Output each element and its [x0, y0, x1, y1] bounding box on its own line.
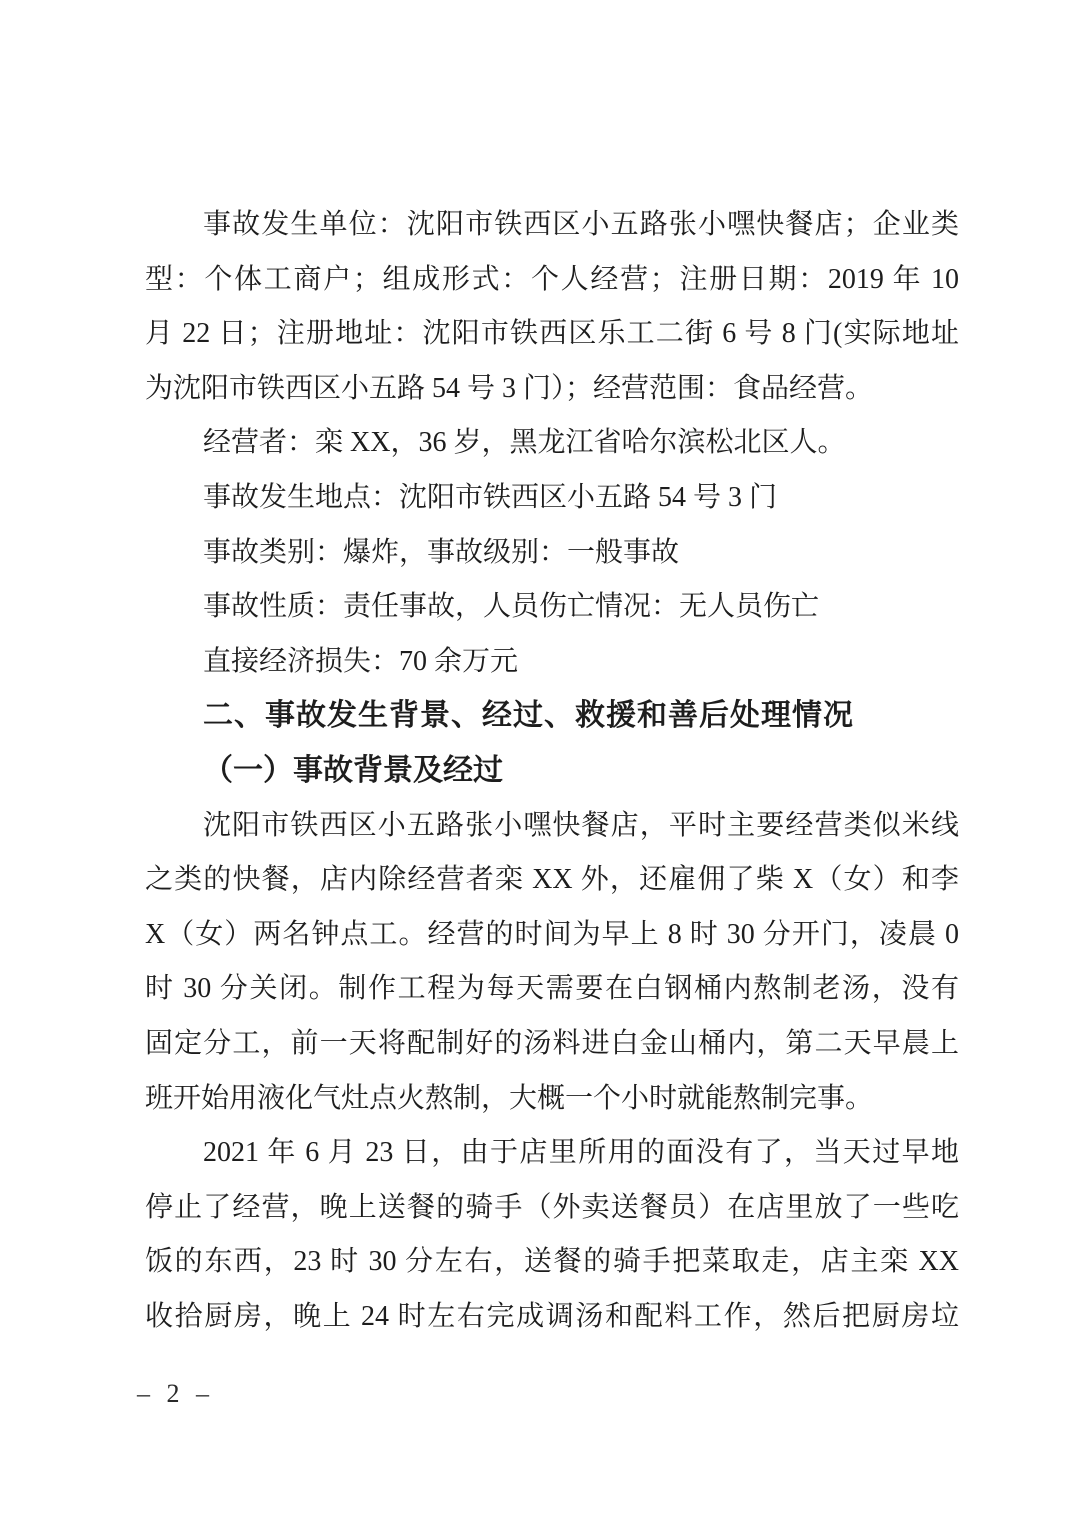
unit-info-line: 为沈阳市铁西区小五路 54 号 3 门）；经营范围：食品经营。 — [145, 372, 874, 404]
subsection-heading: （一）事故背景及经过 — [203, 753, 503, 787]
location-line: 事故发生地点：沈阳市铁西区小五路 54 号 3 门 — [203, 481, 778, 513]
background-line: X（女）两名钟点工。经营的时间为早上 8 时 30 分开门，凌晨 0 — [145, 918, 959, 950]
incident-line: 饭的东西，23 时 30 分左右，送餐的骑手把菜取走，店主栾 XX — [145, 1246, 959, 1278]
background-line: 固定分工，前一天将配制好的汤料进白金山桶内，第二天早晨上 — [145, 1027, 959, 1059]
category-line: 事故类别：爆炸，事故级别：一般事故 — [203, 536, 680, 568]
background-line: 时 30 分关闭。制作工程为每天需要在白钢桶内熬制老汤，没有 — [145, 973, 959, 1005]
background-line: 沈阳市铁西区小五路张小嘿快餐店，平时主要经营类似米线 — [203, 809, 959, 841]
economic-loss-line: 直接经济损失：70 余万元 — [203, 645, 519, 677]
unit-info-paragraph — [145, 198, 959, 416]
background-line: 班开始用液化气灶点火熬制，大概一个小时就能熬制完事。 — [145, 1082, 874, 1114]
operator-line: 经营者：栾 XX，36 岁，黑龙江省哈尔滨松北区人。 — [203, 427, 846, 459]
nature-line: 事故性质：责任事故，人员伤亡情况：无人员伤亡 — [203, 591, 820, 623]
background-line: 之类的快餐，店内除经营者栾 XX 外，还雇佣了柴 X（女）和李 — [145, 864, 959, 896]
unit-info-line: 型：个体工商户；组成形式：个人经营；注册日期：2019 年 10 — [145, 263, 959, 295]
unit-info-line: 月 22 日；注册地址：沈阳市铁西区乐工二街 6 号 8 门(实际地址 — [145, 318, 959, 350]
incident-line: 收拾厨房，晚上 24 时左右完成调汤和配料工作，然后把厨房垃 — [145, 1300, 959, 1332]
page-number: – 2 – — [137, 1379, 214, 1408]
incident-paragraph — [145, 1126, 959, 1344]
section-heading: 二、事故发生背景、经过、救援和善后处理情况 — [203, 699, 854, 733]
incident-line: 2021 年 6 月 23 日，由于店里所用的面没有了，当天过早地 — [203, 1137, 959, 1169]
unit-info-line: 事故发生单位：沈阳市铁西区小五路张小嘿快餐店；企业类 — [203, 209, 959, 240]
accident-facts — [145, 416, 959, 689]
incident-line: 停止了经营，晚上送餐的骑手（外卖送餐员）在店里放了一些吃 — [145, 1191, 959, 1223]
background-paragraph — [145, 799, 959, 1127]
report-content — [145, 198, 959, 1344]
